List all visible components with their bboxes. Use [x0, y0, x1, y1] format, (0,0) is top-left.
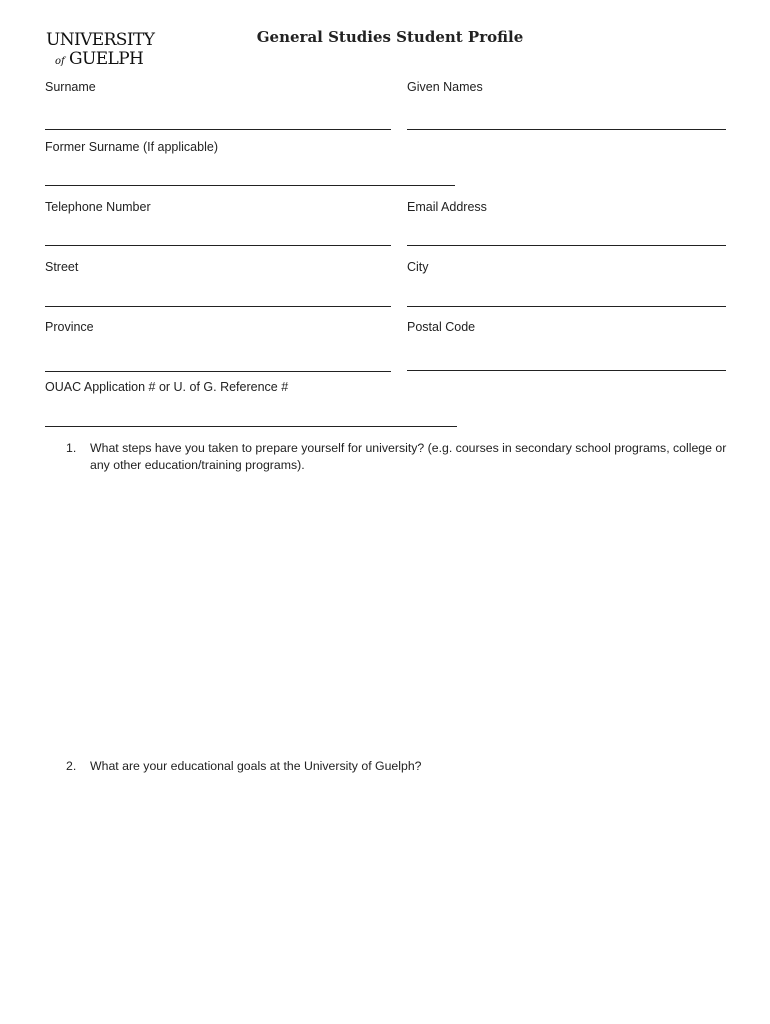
logo-line2: GUELPH	[69, 49, 144, 68]
question-2-number: 2.	[66, 759, 77, 773]
university-logo	[45, 28, 163, 68]
city-line[interactable]	[407, 306, 726, 307]
logo-line1: UNIVERSITY	[46, 30, 155, 50]
telephone-line[interactable]	[45, 245, 391, 246]
question-2	[66, 758, 730, 775]
postal-code-line[interactable]	[407, 370, 726, 371]
document-title: General Studies Student Profile	[256, 28, 524, 46]
province-line[interactable]	[45, 371, 391, 372]
ouac-line[interactable]	[45, 426, 457, 427]
question-1-text: What steps have you taken to prepare yourself for university? (e.g. courses in secondary school programs, college or any other education/training programs).	[90, 441, 727, 472]
surname-label: Surname	[45, 80, 96, 94]
province-label: Province	[45, 320, 94, 334]
street-label: Street	[45, 260, 79, 274]
surname-line[interactable]	[45, 129, 391, 130]
street-line[interactable]	[45, 306, 391, 307]
given-names-line[interactable]	[407, 129, 726, 130]
university-of-guelph-logo	[45, 28, 163, 68]
given-names-label: Given Names	[407, 80, 483, 94]
city-label: City	[407, 260, 429, 274]
email-line[interactable]	[407, 245, 726, 246]
postal-code-label: Postal Code	[407, 320, 476, 334]
email-label: Email Address	[407, 200, 487, 214]
question-1	[66, 440, 730, 474]
question-2-text: What are your educational goals at the University of Guelph?	[90, 759, 422, 773]
former-surname-label: Former Surname (If applicable)	[45, 140, 218, 154]
ouac-label: OUAC Application # or U. of G. Reference #	[45, 380, 289, 394]
telephone-label: Telephone Number	[45, 200, 151, 214]
former-surname-line[interactable]	[45, 185, 455, 186]
question-1-number: 1.	[66, 441, 77, 455]
logo-of: of	[55, 56, 65, 67]
